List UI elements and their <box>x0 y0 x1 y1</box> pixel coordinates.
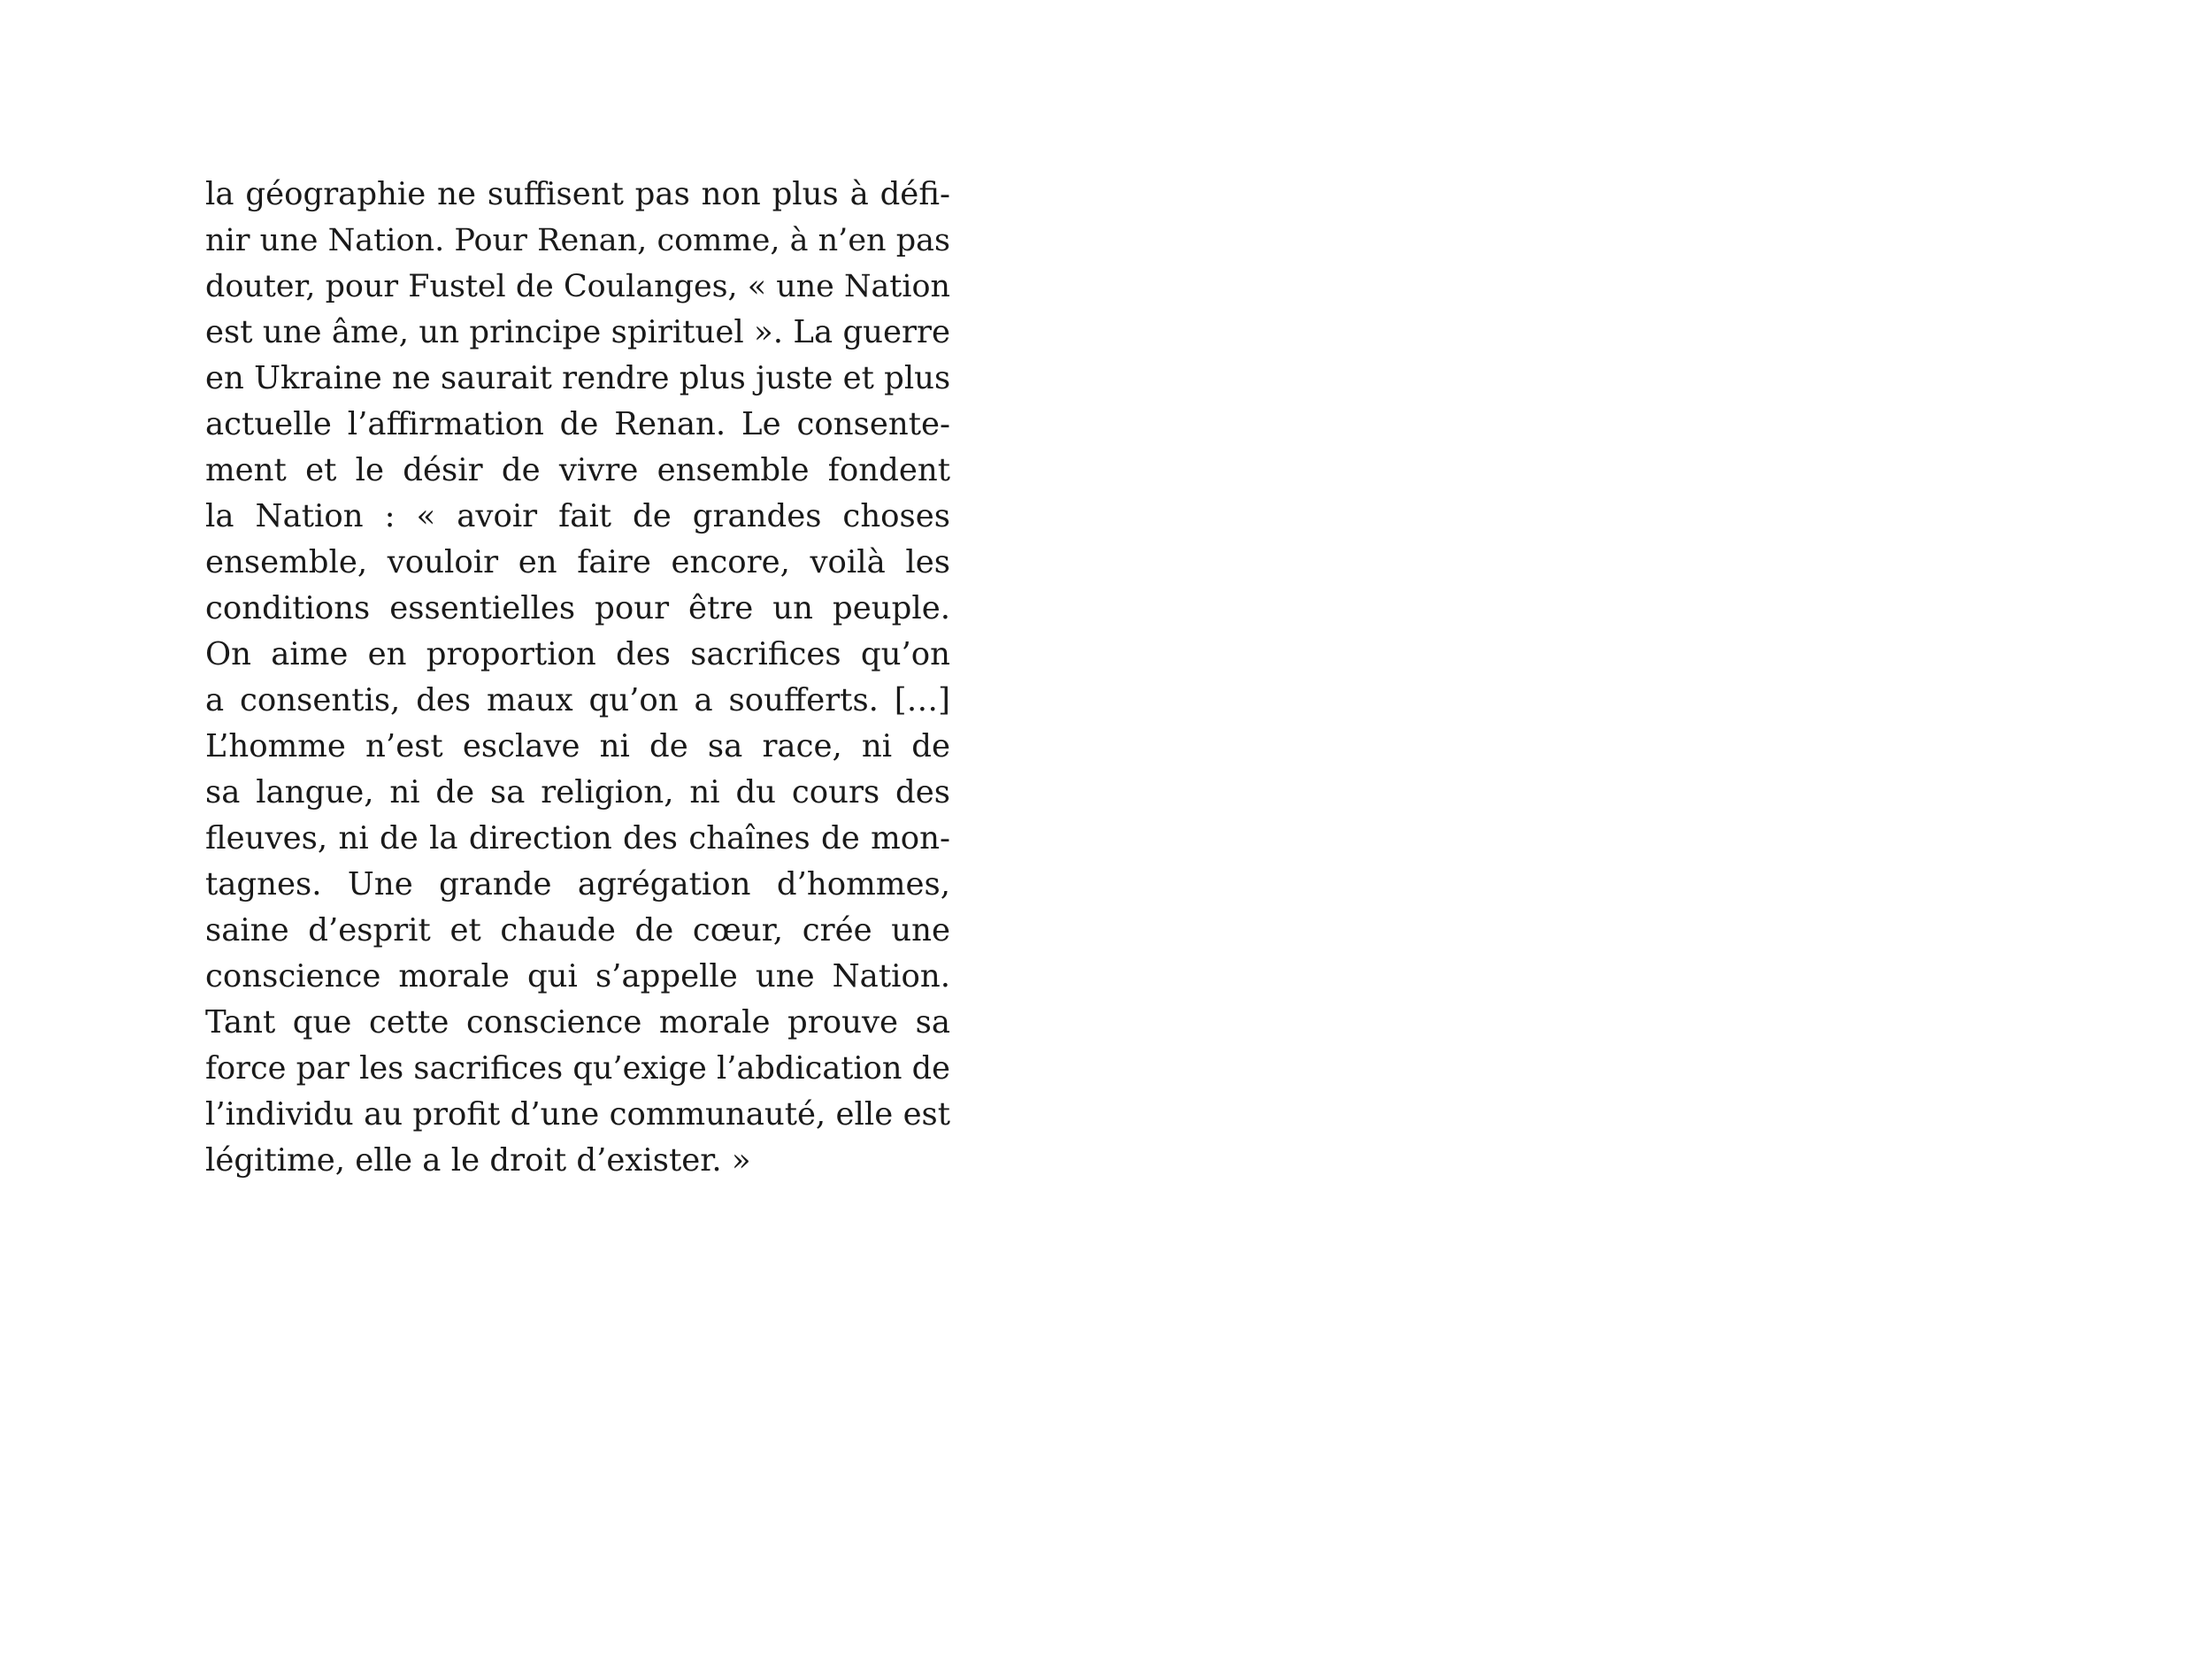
text-line: en Ukraine ne saurait rendre plus juste et plus <box>205 360 951 396</box>
text-line: est une âme, un principe spirituel ». La guerre <box>205 314 950 350</box>
text-line: ensemble, vouloir en faire encore, voilà les <box>205 544 950 580</box>
text-line: nir une Nation. Pour Renan, comme, à n’en pas <box>205 222 951 258</box>
text-line: L’homme n’est esclave ni de sa race, ni de <box>205 728 950 764</box>
text-line: a consentis, des maux qu’on a soufferts. […] <box>205 682 950 718</box>
text-line: tagnes. Une grande agrégation d’hommes, <box>205 866 950 902</box>
text-line: Tant que cette conscience morale prouve sa <box>205 1004 950 1041</box>
text-line: force par les sacrifices qu’exige l’abdication de <box>205 1050 950 1087</box>
text-line: conditions essentielles pour être un peuple. <box>205 590 950 626</box>
body-text-column <box>205 172 950 1184</box>
text-line-last: légitime, elle a le droit d’exister. » <box>205 1142 751 1179</box>
text-line: ment et le désir de vivre ensemble fondent <box>205 452 950 488</box>
text-line: la géographie ne suffisent pas non plus à défi- <box>205 176 950 212</box>
text-line: l’individu au profit d’une communauté, elle est <box>205 1096 950 1133</box>
text-line: actuelle l’affirmation de Renan. Le consente- <box>205 406 950 442</box>
text-line: la Nation : « avoir fait de grandes choses <box>205 498 950 534</box>
text-line: conscience morale qui s’appelle une Nation. <box>205 958 950 995</box>
text-line: douter, pour Fustel de Coulanges, « une Nation <box>205 269 950 304</box>
text-line: On aime en proportion des sacrifices qu’on <box>205 636 950 672</box>
text-line: fleuves, ni de la direction des chaînes de mon- <box>205 820 950 856</box>
text-line: sa langue, ni de sa religion, ni du cours des <box>205 774 950 810</box>
text-line: saine d’esprit et chaude de cœur, crée une <box>205 912 950 949</box>
